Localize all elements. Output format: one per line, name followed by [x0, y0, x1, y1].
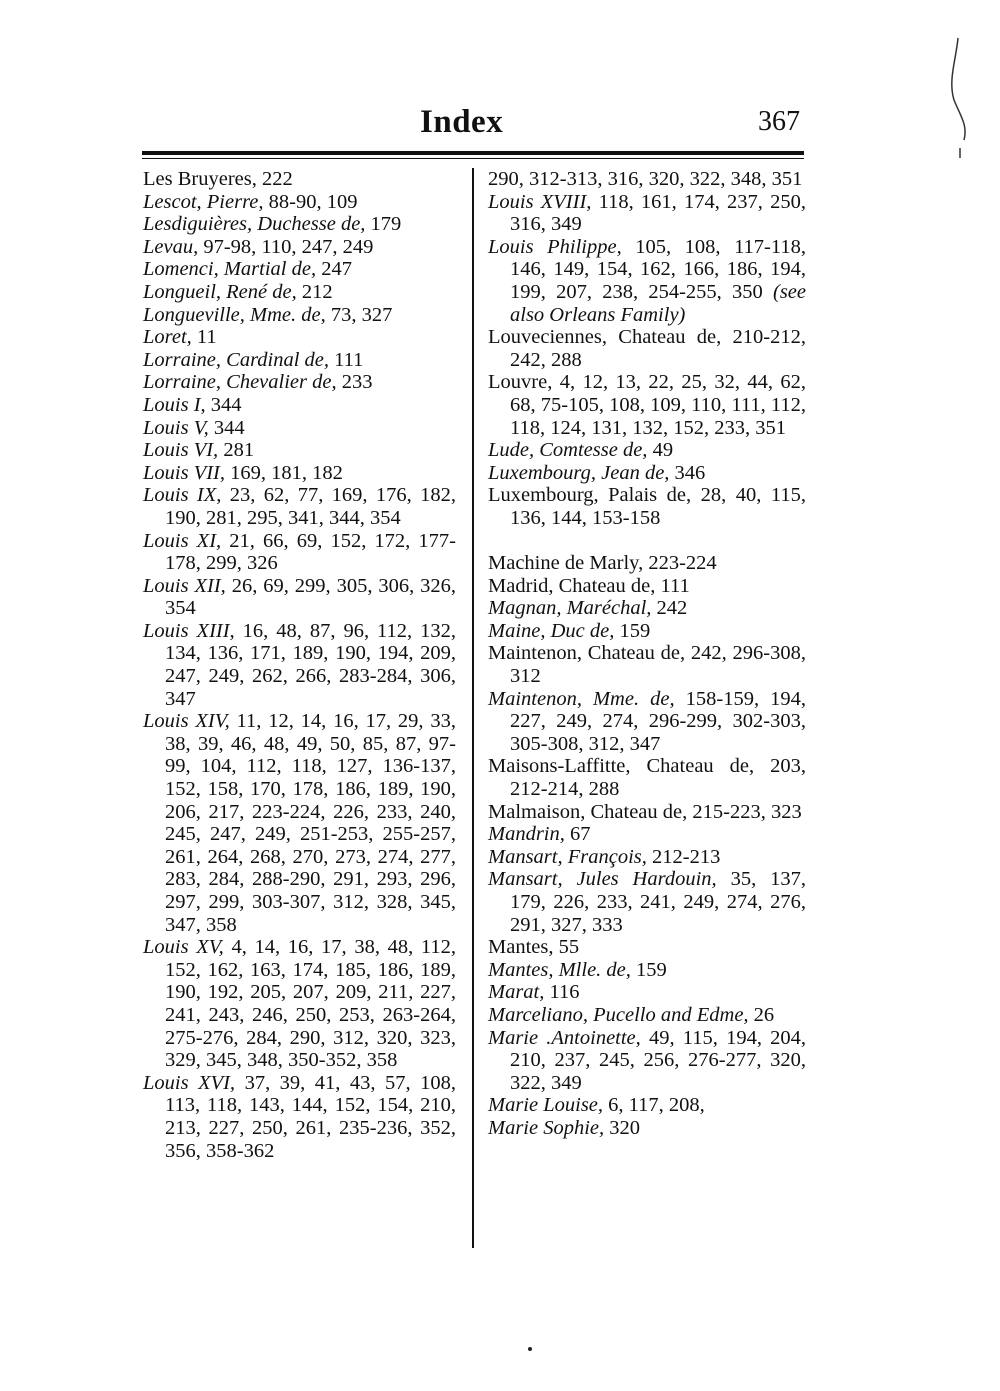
index-entry	[143, 484, 456, 529]
index-entry-pages: 55	[558, 936, 580, 959]
index-entry-pages: 203, 212-214, 288	[510, 755, 806, 801]
index-entry	[488, 530, 806, 553]
index-entry	[488, 642, 806, 687]
index-entry-name: Louis XVI,	[143, 1071, 236, 1094]
index-entry-name: Louis VII,	[143, 461, 225, 484]
index-entry-name: Louveciennes, Chateau de,	[488, 326, 722, 349]
index-entry-name: Levau,	[143, 235, 199, 258]
index-column-left	[143, 168, 456, 1162]
index-entry-name: Louis V,	[143, 416, 209, 439]
index-entry-pages: 233	[341, 371, 373, 394]
index-entry-pages: 346	[674, 461, 706, 484]
index-entry-name: Luxembourg, Jean de,	[488, 461, 670, 484]
index-entry-name: Louis XVIII,	[488, 190, 592, 213]
index-entry-pages: 158-159, 194, 227, 249, 274, 296-299, 302-303, 305-308, 312, 347	[510, 687, 807, 755]
index-entry-pages: 242, 296-308, 312	[510, 642, 807, 688]
index-entry-pages: 35, 137, 179, 226, 233, 241, 249, 274, 276, 291, 327, 333	[510, 868, 806, 936]
index-entry-name: Louis XV,	[143, 936, 224, 959]
index-entry-name: Marat,	[488, 981, 545, 1004]
index-entry-pages: 105, 108, 117-118, 146, 149, 154, 162, 166, 186, 194, 199, 207, 238, 254-255, 350	[510, 235, 807, 303]
index-entry-name: Magnan, Maréchal,	[488, 597, 652, 620]
column-divider	[472, 168, 474, 1248]
index-entry	[488, 1117, 806, 1140]
index-entry-pages: 88-90, 109	[268, 190, 358, 213]
index-entry	[488, 755, 806, 800]
index-entry-name: Louvre,	[488, 371, 553, 394]
index-entry-name: Madrid, Chateau de,	[488, 574, 656, 597]
index-entry	[488, 191, 806, 236]
index-entry-pages: 344	[210, 393, 242, 416]
index-entry-pages: 159	[619, 619, 651, 642]
index-entry-pages: 210-212, 242, 288	[510, 326, 806, 371]
index-entry-pages: 37, 39, 41, 43, 57, 108, 113, 118, 143, 144, 152, 154, 210, 213, 227, 250, 261, 235-236, 352, 356, 358-362	[165, 1071, 457, 1162]
index-entry-pages: 179	[370, 213, 402, 236]
index-entry-pages: 169, 181, 182	[230, 461, 343, 484]
index-entry-pages: 281	[223, 439, 255, 462]
index-entry-name: Maintenon, Mme. de,	[488, 687, 675, 710]
index-entry-pages: 49	[652, 439, 674, 462]
index-entry-name: Loret,	[143, 326, 192, 349]
index-entry-pages: 23, 62, 77, 169, 176, 182, 190, 281, 295, 341, 344, 354	[165, 484, 457, 529]
index-entry-pages: 242	[656, 597, 688, 620]
margin-pencil-mark-icon	[940, 30, 980, 160]
index-entry	[143, 439, 456, 462]
index-entry-name: Malmaison, Chateau de,	[488, 800, 688, 823]
index-entry-pages: 344	[213, 416, 245, 439]
index-entry-name: Longueville, Mme. de,	[143, 303, 326, 326]
index-entry-pages: 223-224	[648, 552, 717, 575]
index-entry-name: Louis Philippe,	[488, 235, 622, 258]
index-entry	[488, 801, 806, 824]
index-entry	[143, 394, 456, 417]
index-entry	[143, 236, 456, 259]
index-entry-name: Marceliano, Pucello and Edme,	[488, 1003, 749, 1026]
index-entry-pages: 247	[321, 258, 352, 281]
index-entry-name: Marie Louise,	[488, 1094, 604, 1117]
index-entry	[488, 462, 806, 485]
index-entry-note: (see also Orleans Family)	[510, 280, 807, 326]
index-entry-pages: 11, 12, 14, 16, 17, 29, 33, 38, 39, 46, 48, 49, 50, 85, 87, 97-99, 104, 112, 118, 127, 136-137, 152, 158, 170, 178, 186, 189, 190, 206, 217, 223-224, 226, 233, 240, 245, 247, 249, 251-253, 255-257, 261, 264, 268, 270, 273, 274, 277, 283, 284, 288-290, 291, 293, 296, 297, 299, 303-307, 312, 328, 345, 347, 358	[165, 710, 456, 936]
index-entry-pages: 67	[570, 823, 591, 846]
index-entry-pages: 26	[753, 1003, 775, 1026]
index-entry	[143, 1072, 456, 1162]
index-entry-name: Lesdiguières, Duchesse de,	[143, 213, 366, 236]
index-entry-pages: 21, 66, 69, 152, 172, 177-178, 299, 326	[165, 529, 456, 575]
index-entry	[143, 258, 456, 281]
index-entry-pages: 4, 14, 16, 17, 38, 48, 112, 152, 162, 163, 174, 185, 186, 189, 190, 192, 205, 207, 209, 211, 227, 241, 243, 246, 250, 253, 263-264, 275-276, 284, 290, 312, 320, 323, 329, 345, 348, 350-352, 358	[165, 936, 457, 1072]
index-entry-pages: 49, 115, 194, 204, 210, 237, 245, 256, 276-277, 320, 322, 349	[510, 1026, 806, 1094]
index-entry-pages: 16, 48, 87, 96, 112, 132, 134, 136, 171, 189, 190, 194, 209, 247, 249, 262, 266, 283-284, 306, 347	[165, 619, 457, 710]
index-entry-pages: 212-213	[652, 845, 721, 868]
index-entry	[143, 417, 456, 440]
index-entry	[488, 823, 806, 846]
index-entry	[488, 326, 806, 371]
index-entry-name: Luxembourg, Palais de,	[488, 484, 692, 507]
index-entry-pages: 28, 40, 115, 136, 144, 153-158	[510, 484, 807, 529]
index-entry	[488, 552, 806, 575]
index-entry-name: Longueil, René de,	[143, 280, 297, 303]
index-entry	[488, 236, 806, 326]
index-entry	[143, 936, 456, 1072]
index-entry	[143, 281, 456, 304]
index-entry-name: Mansart, Jules Hardouin,	[488, 868, 717, 891]
index-entry	[143, 620, 456, 710]
index-entry	[488, 484, 806, 529]
index-entry-name: Maisons-Laffitte, Chateau de,	[488, 755, 755, 778]
index-entry	[488, 371, 806, 439]
index-entry	[488, 597, 806, 620]
index-entry-pages: 290, 312-313, 316, 320, 322, 348, 351	[488, 168, 803, 190]
index-entry-name: Marie .Antoinette,	[488, 1026, 641, 1049]
index-entry-name: Mantes,	[488, 936, 554, 959]
index-column-right	[488, 168, 806, 1140]
index-entry-name: Lude, Comtesse de,	[488, 439, 648, 462]
index-entry	[143, 710, 456, 936]
index-entry-name: Louis I,	[143, 393, 206, 416]
index-entry	[143, 213, 456, 236]
index-entry-pages: 6, 117, 208,	[608, 1094, 705, 1117]
index-entry-pages: 159	[636, 958, 667, 981]
header-rule-thin	[142, 158, 804, 159]
index-entry	[143, 371, 456, 394]
index-entry	[488, 620, 806, 643]
index-entry-name: Mansart, François,	[488, 845, 647, 868]
index-entry-pages: 73, 327	[330, 303, 393, 326]
index-entry-name: Louis VI,	[143, 439, 219, 462]
index-entry-name: Louis XII,	[143, 574, 226, 597]
index-entry-pages: 118, 161, 174, 237, 250, 316, 349	[510, 190, 806, 236]
index-entry-pages: 26, 69, 299, 305, 306, 326, 354	[165, 574, 457, 620]
index-entry	[488, 168, 806, 191]
page-number: 367	[758, 106, 800, 137]
index-entry-pages: 212	[301, 280, 333, 303]
page-speck	[528, 1347, 532, 1351]
index-entry	[143, 326, 456, 349]
index-entry	[143, 575, 456, 620]
index-entry	[143, 349, 456, 372]
index-entry-name: Lorraine, Cardinal de,	[143, 348, 330, 371]
index-entry	[143, 530, 456, 575]
index-entry-pages: 11	[196, 326, 217, 349]
index-entry-pages: 111	[334, 348, 364, 371]
index-entry	[488, 959, 806, 982]
index-entry	[488, 868, 806, 936]
index-entry-name: Mandrin,	[488, 823, 565, 846]
index-entry-pages: 4, 12, 13, 22, 25, 32, 44, 62, 68, 75-105, 108, 109, 110, 111, 112, 118, 124, 131, 132, 152, 233, 351	[510, 371, 807, 439]
index-entry	[143, 168, 456, 191]
index-entry-pages: 222	[261, 168, 293, 190]
index-entry	[488, 439, 806, 462]
index-entry-pages: 111	[660, 574, 690, 597]
index-entry-pages: 320	[609, 1116, 641, 1139]
index-entry-pages: 215-223, 323	[692, 800, 802, 823]
index-entry-name: Louis XIII,	[143, 619, 235, 642]
index-entry	[488, 688, 806, 756]
page-title: Index	[420, 104, 504, 140]
index-entry-name: Les Bruyeres,	[143, 168, 257, 190]
index-entry-name: Maintenon, Chateau de,	[488, 642, 686, 665]
index-entry	[488, 575, 806, 598]
header-rule-thick	[142, 151, 804, 155]
index-entry	[143, 462, 456, 485]
index-entry-name: Louis XIV,	[143, 710, 230, 733]
index-entry-pages: 97-98, 110, 247, 249	[203, 235, 374, 258]
index-entry-name: Marie Sophie,	[488, 1116, 605, 1139]
index-entry-name: Mantes, Mlle. de,	[488, 958, 631, 981]
index-entry	[488, 1027, 806, 1095]
index-entry-name: Lescot, Pierre,	[143, 190, 264, 213]
index-entry	[143, 191, 456, 214]
index-entry-pages: 116	[549, 981, 580, 1004]
index-entry	[488, 846, 806, 869]
index-entry-name: Maine, Duc de,	[488, 619, 615, 642]
index-entry-name: Machine de Marly,	[488, 552, 644, 575]
index-entry-name: Louis XI,	[143, 529, 222, 552]
index-entry	[488, 981, 806, 1004]
index-entry-name: Lorraine, Chevalier de,	[143, 371, 337, 394]
index-entry	[488, 936, 806, 959]
index-entry-name: Lomenci, Martial de,	[143, 258, 317, 281]
index-entry-name: Louis IX,	[143, 484, 222, 507]
index-entry	[488, 1094, 806, 1117]
index-entry	[143, 304, 456, 327]
index-entry	[488, 1004, 806, 1027]
